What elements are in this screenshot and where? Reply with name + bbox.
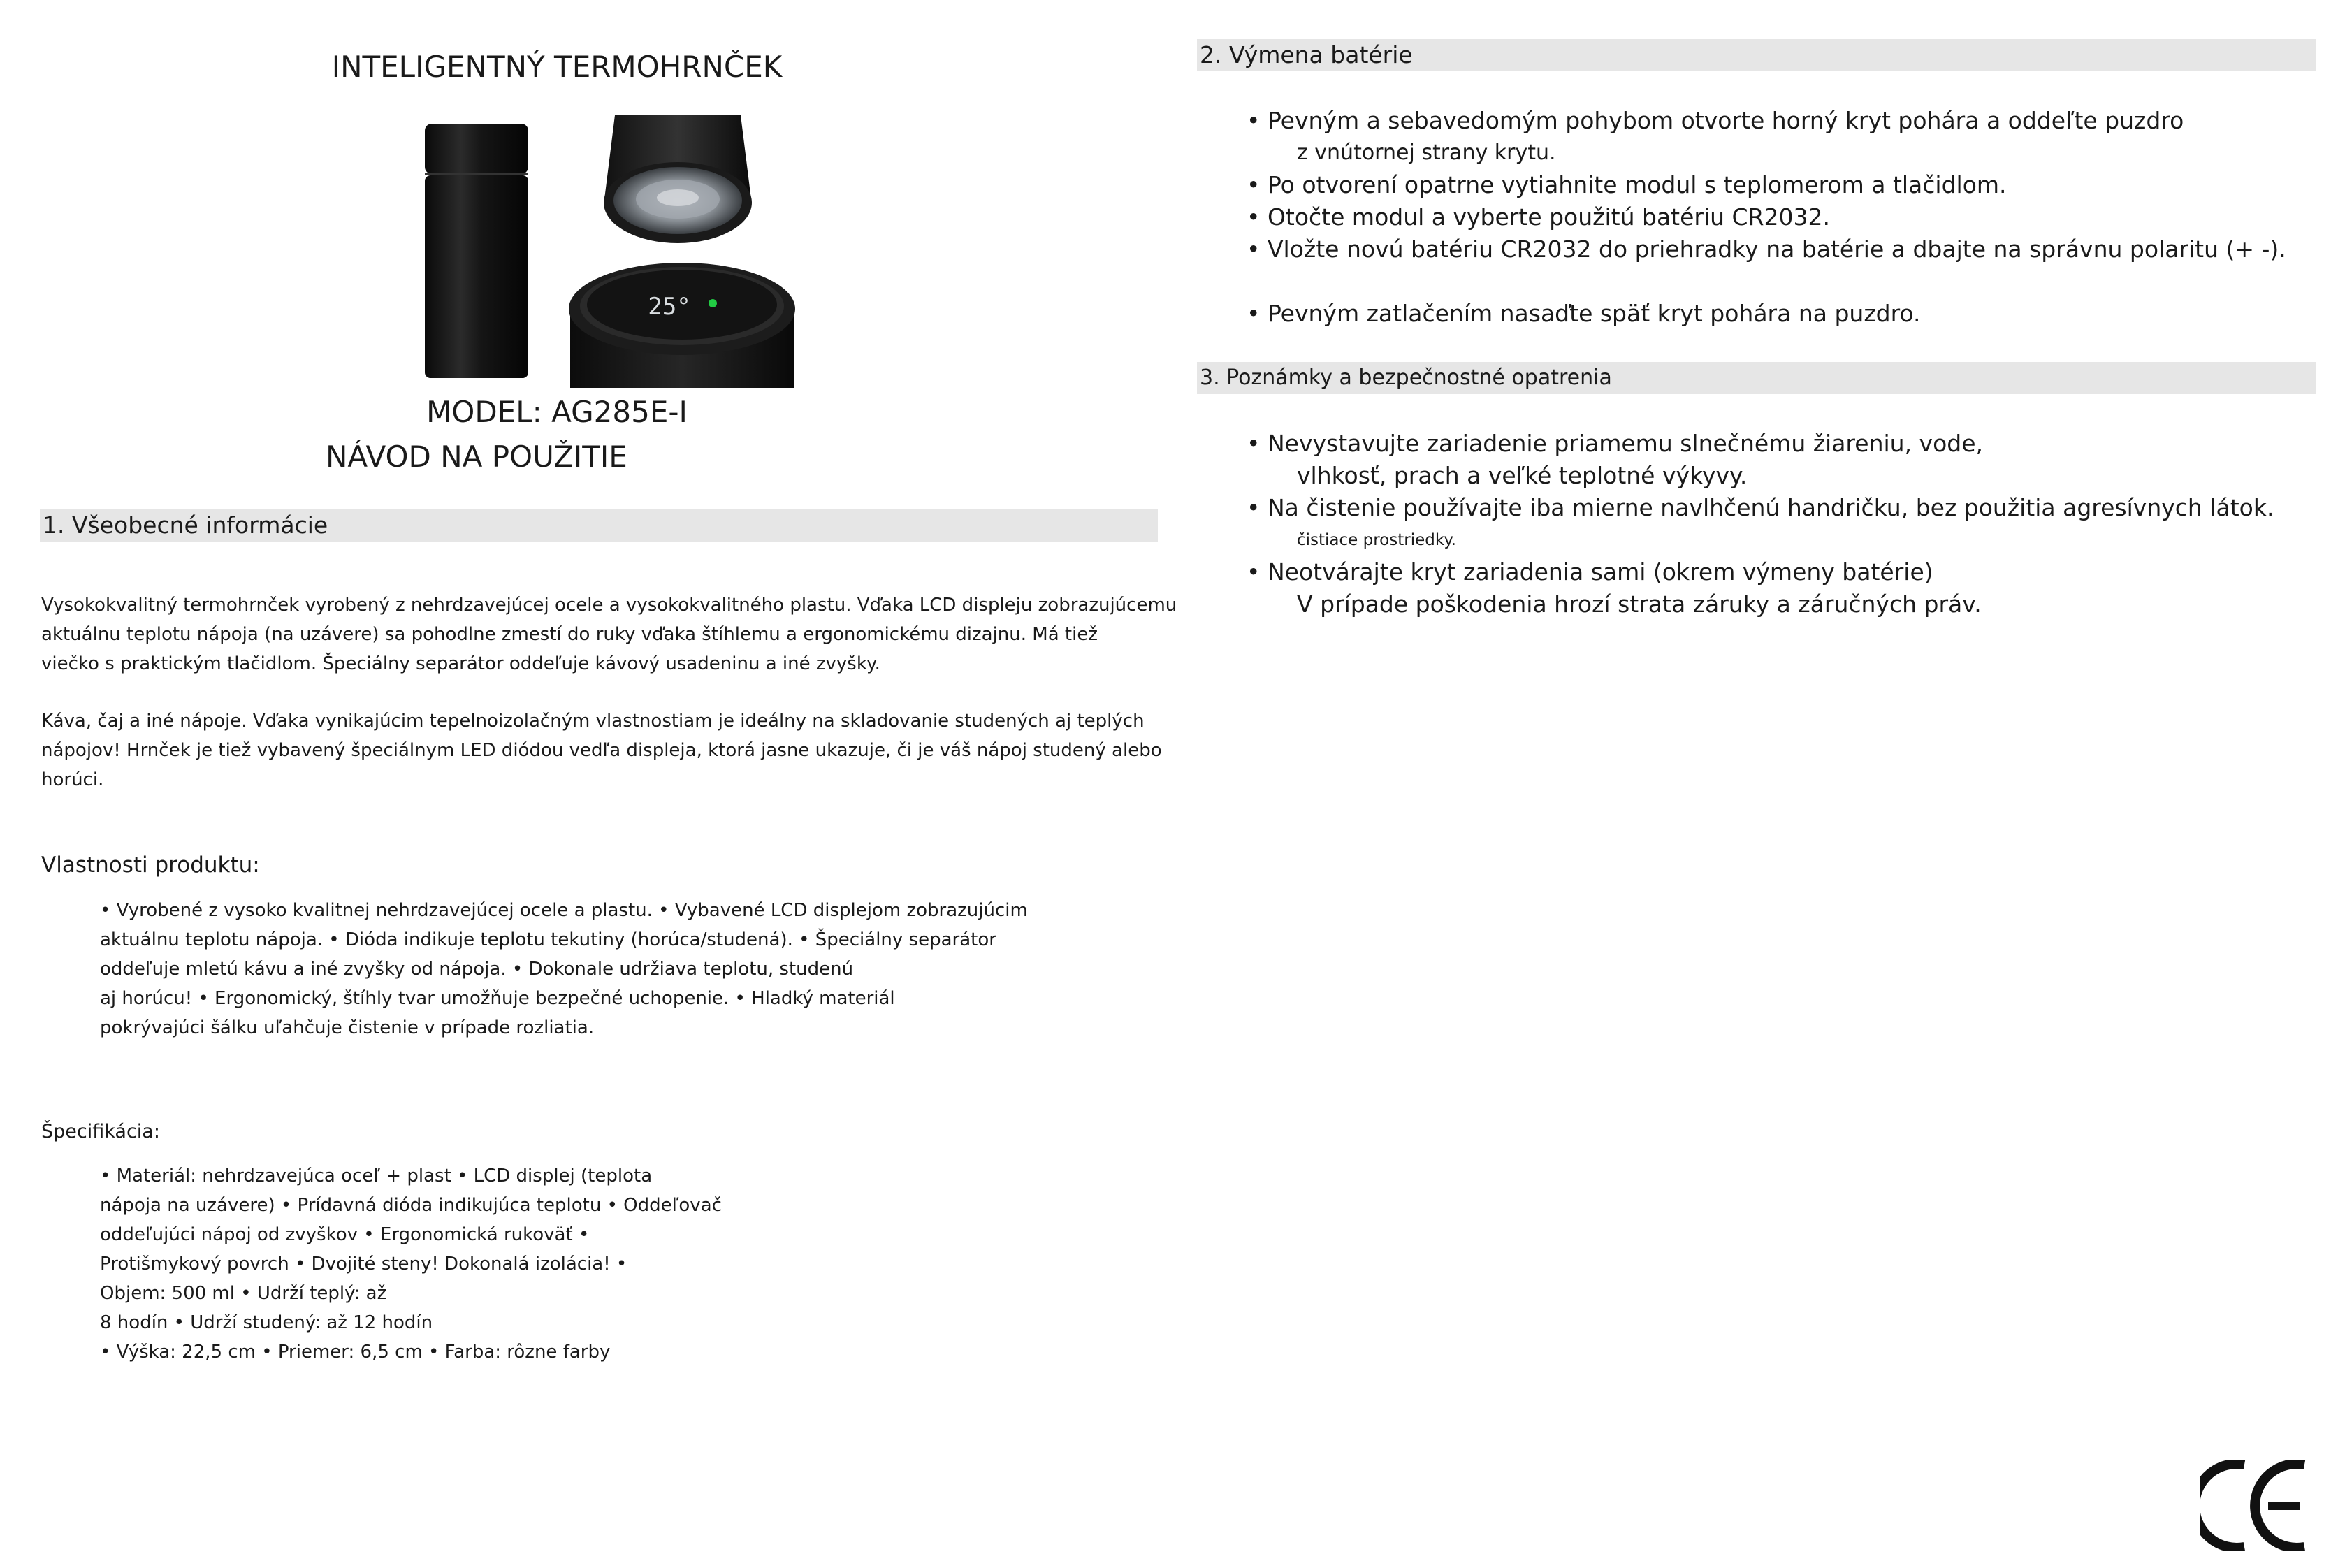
safety-notes: • Nevystavujte zariadenie priamemu slnečnému žiareniu, vode, vlhkosť, prach a veľké teplotné výkyvy. • Na čistenie používajte iba mierne navlhčenú handričku, bez použitia agresívnych látok. čistiace prostriedky. • Neotvárajte kryt zariadenia sami (okrem výmeny batérie) V prípade poškodenia hrozí strata záruky a záručných práv. — [1247, 430, 2274, 618]
general-info-paragraph-2: Káva, čaj a iné nápoje. Vďaka vynikajúcim tepelnoizolačným vlastnostiam je ideálny na skladovanie studených aj teplých nápojov! Hrnček je tiež vybavený špeciálnym LED diódou vedľa displeja, ktorá jasne ukazuje, či je váš nápoj studený alebo horúci. — [41, 711, 1162, 790]
product-photo-open-lid — [594, 115, 762, 255]
document-title: INTELIGENTNÝ TERMOHRNČEK — [331, 50, 783, 84]
spec-list: • Materiál: nehrdzavejúca oceľ + plast • LCD displej (teplota nápoja na uzávere) • Prídavná dióda indikujúca teplotu • Oddeľovač oddeľujúci nápoj od zvyškov • Ergonomická rukoväť • Protišmykový povrch • Dvojité steny! Dokonalá izolácia! • Objem: 500 ml • Udrží teplý: až 8 hodín • Udrží studený: až 12 hodín • Výška: 22,5 cm • Priemer: 6,5 cm • Farba: rôzne farby — [100, 1166, 722, 1363]
features-heading: Vlastnosti produktu: — [41, 852, 260, 878]
model-number: MODEL: AG285E-I — [426, 395, 688, 429]
spec-heading: Špecifikácia: — [41, 1121, 160, 1142]
ce-mark-logo — [2200, 1460, 2311, 1551]
product-photo-bottle — [412, 115, 552, 386]
section-heading-safety: 3. Poznámky a bezpečnostné opatrenia — [1197, 362, 2316, 394]
manual-subtitle: NÁVOD NA POUŽITIE — [326, 440, 627, 474]
product-photo-lcd-lid — [559, 259, 811, 388]
svg-text:25°: 25° — [648, 293, 691, 321]
section-heading-general: 1. Všeobecné informácie — [40, 509, 1158, 542]
features-list: • Vyrobené z vysoko kvalitnej nehrdzavejúcej ocele a plastu. • Vybavené LCD displejom zobrazujúcim aktuálnu teplotu nápoja. • Dióda indikuje teplotu tekutiny (horúca/studená). • Špeciálny separátor oddeľuje mletú kávu a iné zvyšky od nápoja. • Dokonale udržiava teplotu, studenú aj horúcu! • Ergonomický, štíhly tvar umožňuje bezpečné uchopenie. • Hladký materiál pokrývajúci šálku uľahčuje čistenie v prípade rozliatia. — [100, 900, 1028, 1038]
general-info-paragraph-1: Vysokokvalitný termohrnček vyrobený z nehrdzavejúcej ocele a vysokokvalitného plastu. Vďaka LCD displeju zobrazujúcemu aktuálnu teplotu nápoja (na uzávere) sa pohodlne zmestí do ruky vďaka štíhlemu a ergonomickému dizajnu. Má tiež viečko s praktickým tlačidlom. Špeciálny separátor oddeľuje kávový usadeninu a iné zvyšky. — [41, 595, 1177, 674]
battery-steps: • Pevným a sebavedomým pohybom otvorte horný kryt pohára a oddeľte puzdro z vnútornej strany krytu. • Po otvorení opatrne vytiahnite modul s teplomerom a tlačidlom. • Otočte modul a vyberte použitú batériu CR2032. • Vložte novú batériu CR2032 do priehradky na batérie a dbajte na správnu polaritu (+ -). • Pevným zatlačením nasaďte späť kryt pohára na puzdro. — [1247, 107, 2286, 327]
section-heading-battery: 2. Výmena batérie — [1197, 39, 2316, 71]
